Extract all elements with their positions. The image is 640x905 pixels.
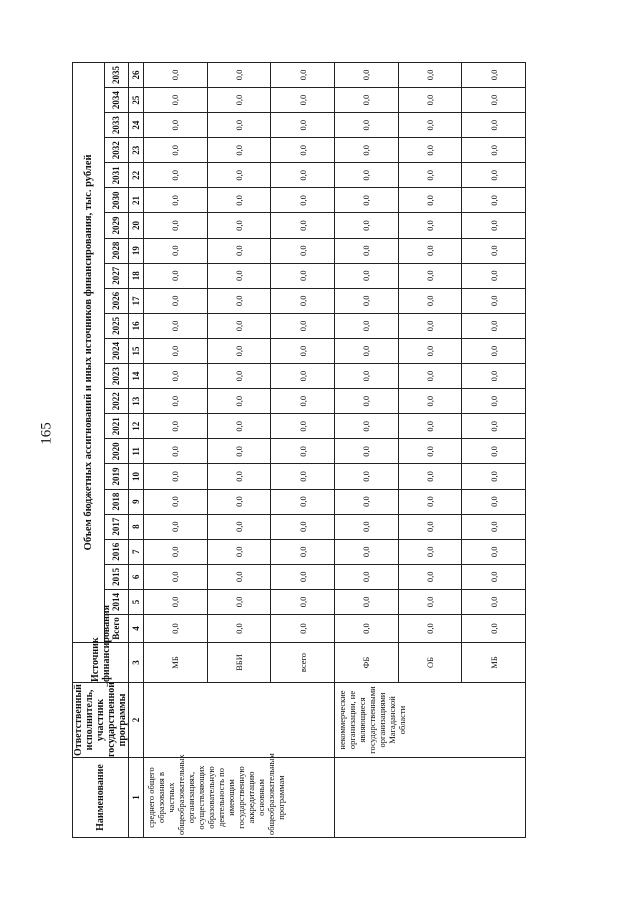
header-year: 2018 [105,489,129,514]
value-cell: 0,0 [271,514,335,539]
value-cell: 0,0 [398,138,462,163]
value-cell: 0,0 [334,389,398,414]
table-row [143,62,207,837]
column-number: 13 [129,389,144,414]
value-cell: 0,0 [334,589,398,614]
value-cell: 0,0 [207,138,271,163]
header-year: 2017 [105,514,129,539]
column-number: 7 [129,539,144,564]
value-cell: 0,0 [462,389,526,414]
value-cell: 0,0 [271,288,335,313]
value-cell: 0,0 [398,389,462,414]
value-cell: 0,0 [462,439,526,464]
value-cell: 0,0 [334,564,398,589]
value-cell: 0,0 [271,138,335,163]
value-cell: 0,0 [462,489,526,514]
value-cell: 0,0 [334,464,398,489]
value-cell: 0,0 [207,113,271,138]
header-year: 2034 [105,88,129,113]
value-cell: 0,0 [462,238,526,263]
column-number: 5 [129,589,144,614]
value-cell: 0,0 [462,88,526,113]
value-cell: 0,0 [334,163,398,188]
value-cell: 0,0 [143,539,207,564]
table-row [334,62,398,837]
column-number: 10 [129,464,144,489]
value-cell: 0,0 [143,263,207,288]
value-cell: 0,0 [143,514,207,539]
header-year: 2035 [105,62,129,87]
column-number: 1 [129,758,144,838]
value-cell: 0,0 [334,113,398,138]
column-number: 21 [129,188,144,213]
value-cell: 0,0 [207,364,271,389]
value-cell: 0,0 [207,389,271,414]
value-cell: 0,0 [143,138,207,163]
value-cell: 0,0 [143,489,207,514]
value-cell: 0,0 [462,288,526,313]
value-cell: 0,0 [398,364,462,389]
executor-cell-empty [143,683,334,758]
column-number: 4 [129,615,144,643]
column-number: 25 [129,88,144,113]
program-name-cell: среднего общего образования в частных общеобразовательных организациях, осуществляющих образовательную деятельность по имеющим государственную аккредитацию основным общеобразовательным программам [143,758,334,838]
header-year: 2023 [105,364,129,389]
value-cell: 0,0 [334,188,398,213]
value-cell: 0,0 [398,238,462,263]
value-cell: 0,0 [143,288,207,313]
value-cell: 0,0 [462,338,526,363]
value-cell: 0,0 [462,62,526,87]
value-cell: 0,0 [143,414,207,439]
header-year: 2033 [105,113,129,138]
value-cell: 0,0 [143,338,207,363]
value-cell: 0,0 [334,62,398,87]
value-cell: 0,0 [143,615,207,643]
value-cell: 0,0 [207,589,271,614]
value-cell: 0,0 [271,564,335,589]
value-cell: 0,0 [271,589,335,614]
value-cell: 0,0 [271,213,335,238]
value-cell: 0,0 [271,113,335,138]
header-year: 2031 [105,163,129,188]
value-cell: 0,0 [271,389,335,414]
value-cell: 0,0 [462,364,526,389]
value-cell: 0,0 [207,464,271,489]
value-cell: 0,0 [334,615,398,643]
value-cell: 0,0 [398,188,462,213]
value-cell: 0,0 [398,589,462,614]
column-number: 23 [129,138,144,163]
header-year: 2019 [105,464,129,489]
value-cell: 0,0 [462,138,526,163]
header-year: 2028 [105,238,129,263]
rotated-table-wrapper [72,62,522,838]
value-cell: 0,0 [462,313,526,338]
source-cell: ФБ [334,643,398,683]
header-year: 2022 [105,389,129,414]
value-cell: 0,0 [462,113,526,138]
value-cell: 0,0 [398,489,462,514]
column-number: 24 [129,113,144,138]
value-cell: 0,0 [334,514,398,539]
value-cell: 0,0 [462,539,526,564]
value-cell: 0,0 [462,414,526,439]
header-year: 2027 [105,263,129,288]
value-cell: 0,0 [207,163,271,188]
value-cell: 0,0 [143,62,207,87]
header-executor: Ответственный исполнитель, участник государственной программы [73,681,128,757]
value-cell: 0,0 [143,364,207,389]
value-cell: 0,0 [271,62,335,87]
value-cell: 0,0 [207,238,271,263]
value-cell: 0,0 [207,414,271,439]
value-cell: 0,0 [207,288,271,313]
value-cell: 0,0 [271,464,335,489]
value-cell: 0,0 [398,464,462,489]
source-cell: всего [271,643,335,683]
value-cell: 0,0 [143,564,207,589]
value-cell: 0,0 [462,589,526,614]
value-cell: 0,0 [398,263,462,288]
value-cell: 0,0 [207,263,271,288]
value-cell: 0,0 [271,238,335,263]
value-cell: 0,0 [207,514,271,539]
column-number: 15 [129,338,144,363]
value-cell: 0,0 [271,263,335,288]
value-cell: 0,0 [398,313,462,338]
value-cell: 0,0 [334,338,398,363]
value-cell: 0,0 [271,364,335,389]
header-total: Всего [105,615,129,643]
value-cell: 0,0 [462,514,526,539]
program-name-cell-cont [334,758,525,838]
header-year: 2029 [105,213,129,238]
column-number: 20 [129,213,144,238]
value-cell: 0,0 [143,163,207,188]
value-cell: 0,0 [271,439,335,464]
value-cell: 0,0 [143,88,207,113]
value-cell: 0,0 [143,213,207,238]
value-cell: 0,0 [334,313,398,338]
value-cell: 0,0 [271,414,335,439]
value-cell: 0,0 [207,489,271,514]
value-cell: 0,0 [143,113,207,138]
value-cell: 0,0 [334,88,398,113]
value-cell: 0,0 [398,163,462,188]
header-year: 2032 [105,138,129,163]
value-cell: 0,0 [207,62,271,87]
column-number: 17 [129,288,144,313]
value-cell: 0,0 [462,615,526,643]
value-cell: 0,0 [398,62,462,87]
value-cell: 0,0 [398,514,462,539]
value-cell: 0,0 [271,188,335,213]
value-cell: 0,0 [207,213,271,238]
value-cell: 0,0 [462,564,526,589]
value-cell: 0,0 [398,414,462,439]
value-cell: 0,0 [334,364,398,389]
value-cell: 0,0 [143,188,207,213]
value-cell: 0,0 [398,539,462,564]
value-cell: 0,0 [398,213,462,238]
value-cell: 0,0 [143,439,207,464]
column-number: 2 [129,683,144,758]
header-year: 2021 [105,414,129,439]
value-cell: 0,0 [271,88,335,113]
column-number: 9 [129,489,144,514]
column-number: 19 [129,238,144,263]
header-year: 2014 [105,589,129,614]
column-number: 16 [129,313,144,338]
column-number: 11 [129,439,144,464]
value-cell: 0,0 [207,564,271,589]
value-cell: 0,0 [143,238,207,263]
value-cell: 0,0 [271,615,335,643]
value-cell: 0,0 [334,439,398,464]
value-cell: 0,0 [207,615,271,643]
value-cell: 0,0 [271,163,335,188]
value-cell: 0,0 [143,589,207,614]
header-year: 2025 [105,313,129,338]
value-cell: 0,0 [334,414,398,439]
value-cell: 0,0 [334,263,398,288]
header-year: 2020 [105,439,129,464]
value-cell: 0,0 [462,188,526,213]
header-volume: Объем бюджетных ассигнований и иных источников финансирования, тыс. рублей [73,62,105,642]
value-cell: 0,0 [143,389,207,414]
source-cell: МБ [462,643,526,683]
source-cell: ВБИ [207,643,271,683]
value-cell: 0,0 [207,88,271,113]
column-number: 6 [129,564,144,589]
value-cell: 0,0 [334,539,398,564]
value-cell: 0,0 [207,439,271,464]
value-cell: 0,0 [462,464,526,489]
column-number: 8 [129,514,144,539]
value-cell: 0,0 [398,439,462,464]
value-cell: 0,0 [271,338,335,363]
value-cell: 0,0 [207,338,271,363]
value-cell: 0,0 [207,313,271,338]
value-cell: 0,0 [143,464,207,489]
header-name: Наименование [73,758,129,838]
value-cell: 0,0 [398,88,462,113]
column-number: 12 [129,414,144,439]
value-cell: 0,0 [398,288,462,313]
executor-cell: некоммерческие организации, не являющиеся государственными организациями Магаданской области [334,683,525,758]
value-cell: 0,0 [462,263,526,288]
header-year: 2015 [105,564,129,589]
value-cell: 0,0 [143,313,207,338]
page-number: 165 [38,422,55,445]
header-year: 2016 [105,539,129,564]
value-cell: 0,0 [462,213,526,238]
header-year: 2026 [105,288,129,313]
value-cell: 0,0 [398,113,462,138]
value-cell: 0,0 [271,539,335,564]
value-cell: 0,0 [271,313,335,338]
column-number: 26 [129,62,144,87]
column-number: 18 [129,263,144,288]
value-cell: 0,0 [207,539,271,564]
header-source: Источник финансирования [73,643,129,683]
header-year: 2030 [105,188,129,213]
column-number: 3 [129,643,144,683]
value-cell: 0,0 [398,338,462,363]
header-year: 2024 [105,338,129,363]
value-cell: 0,0 [334,138,398,163]
column-number: 22 [129,163,144,188]
financing-table [72,62,526,838]
value-cell: 0,0 [398,564,462,589]
value-cell: 0,0 [398,615,462,643]
source-cell: МБ [143,643,207,683]
value-cell: 0,0 [207,188,271,213]
source-cell: ОБ [398,643,462,683]
value-cell: 0,0 [334,213,398,238]
value-cell: 0,0 [334,238,398,263]
value-cell: 0,0 [334,489,398,514]
value-cell: 0,0 [271,489,335,514]
column-number: 14 [129,364,144,389]
value-cell: 0,0 [462,163,526,188]
value-cell: 0,0 [334,288,398,313]
